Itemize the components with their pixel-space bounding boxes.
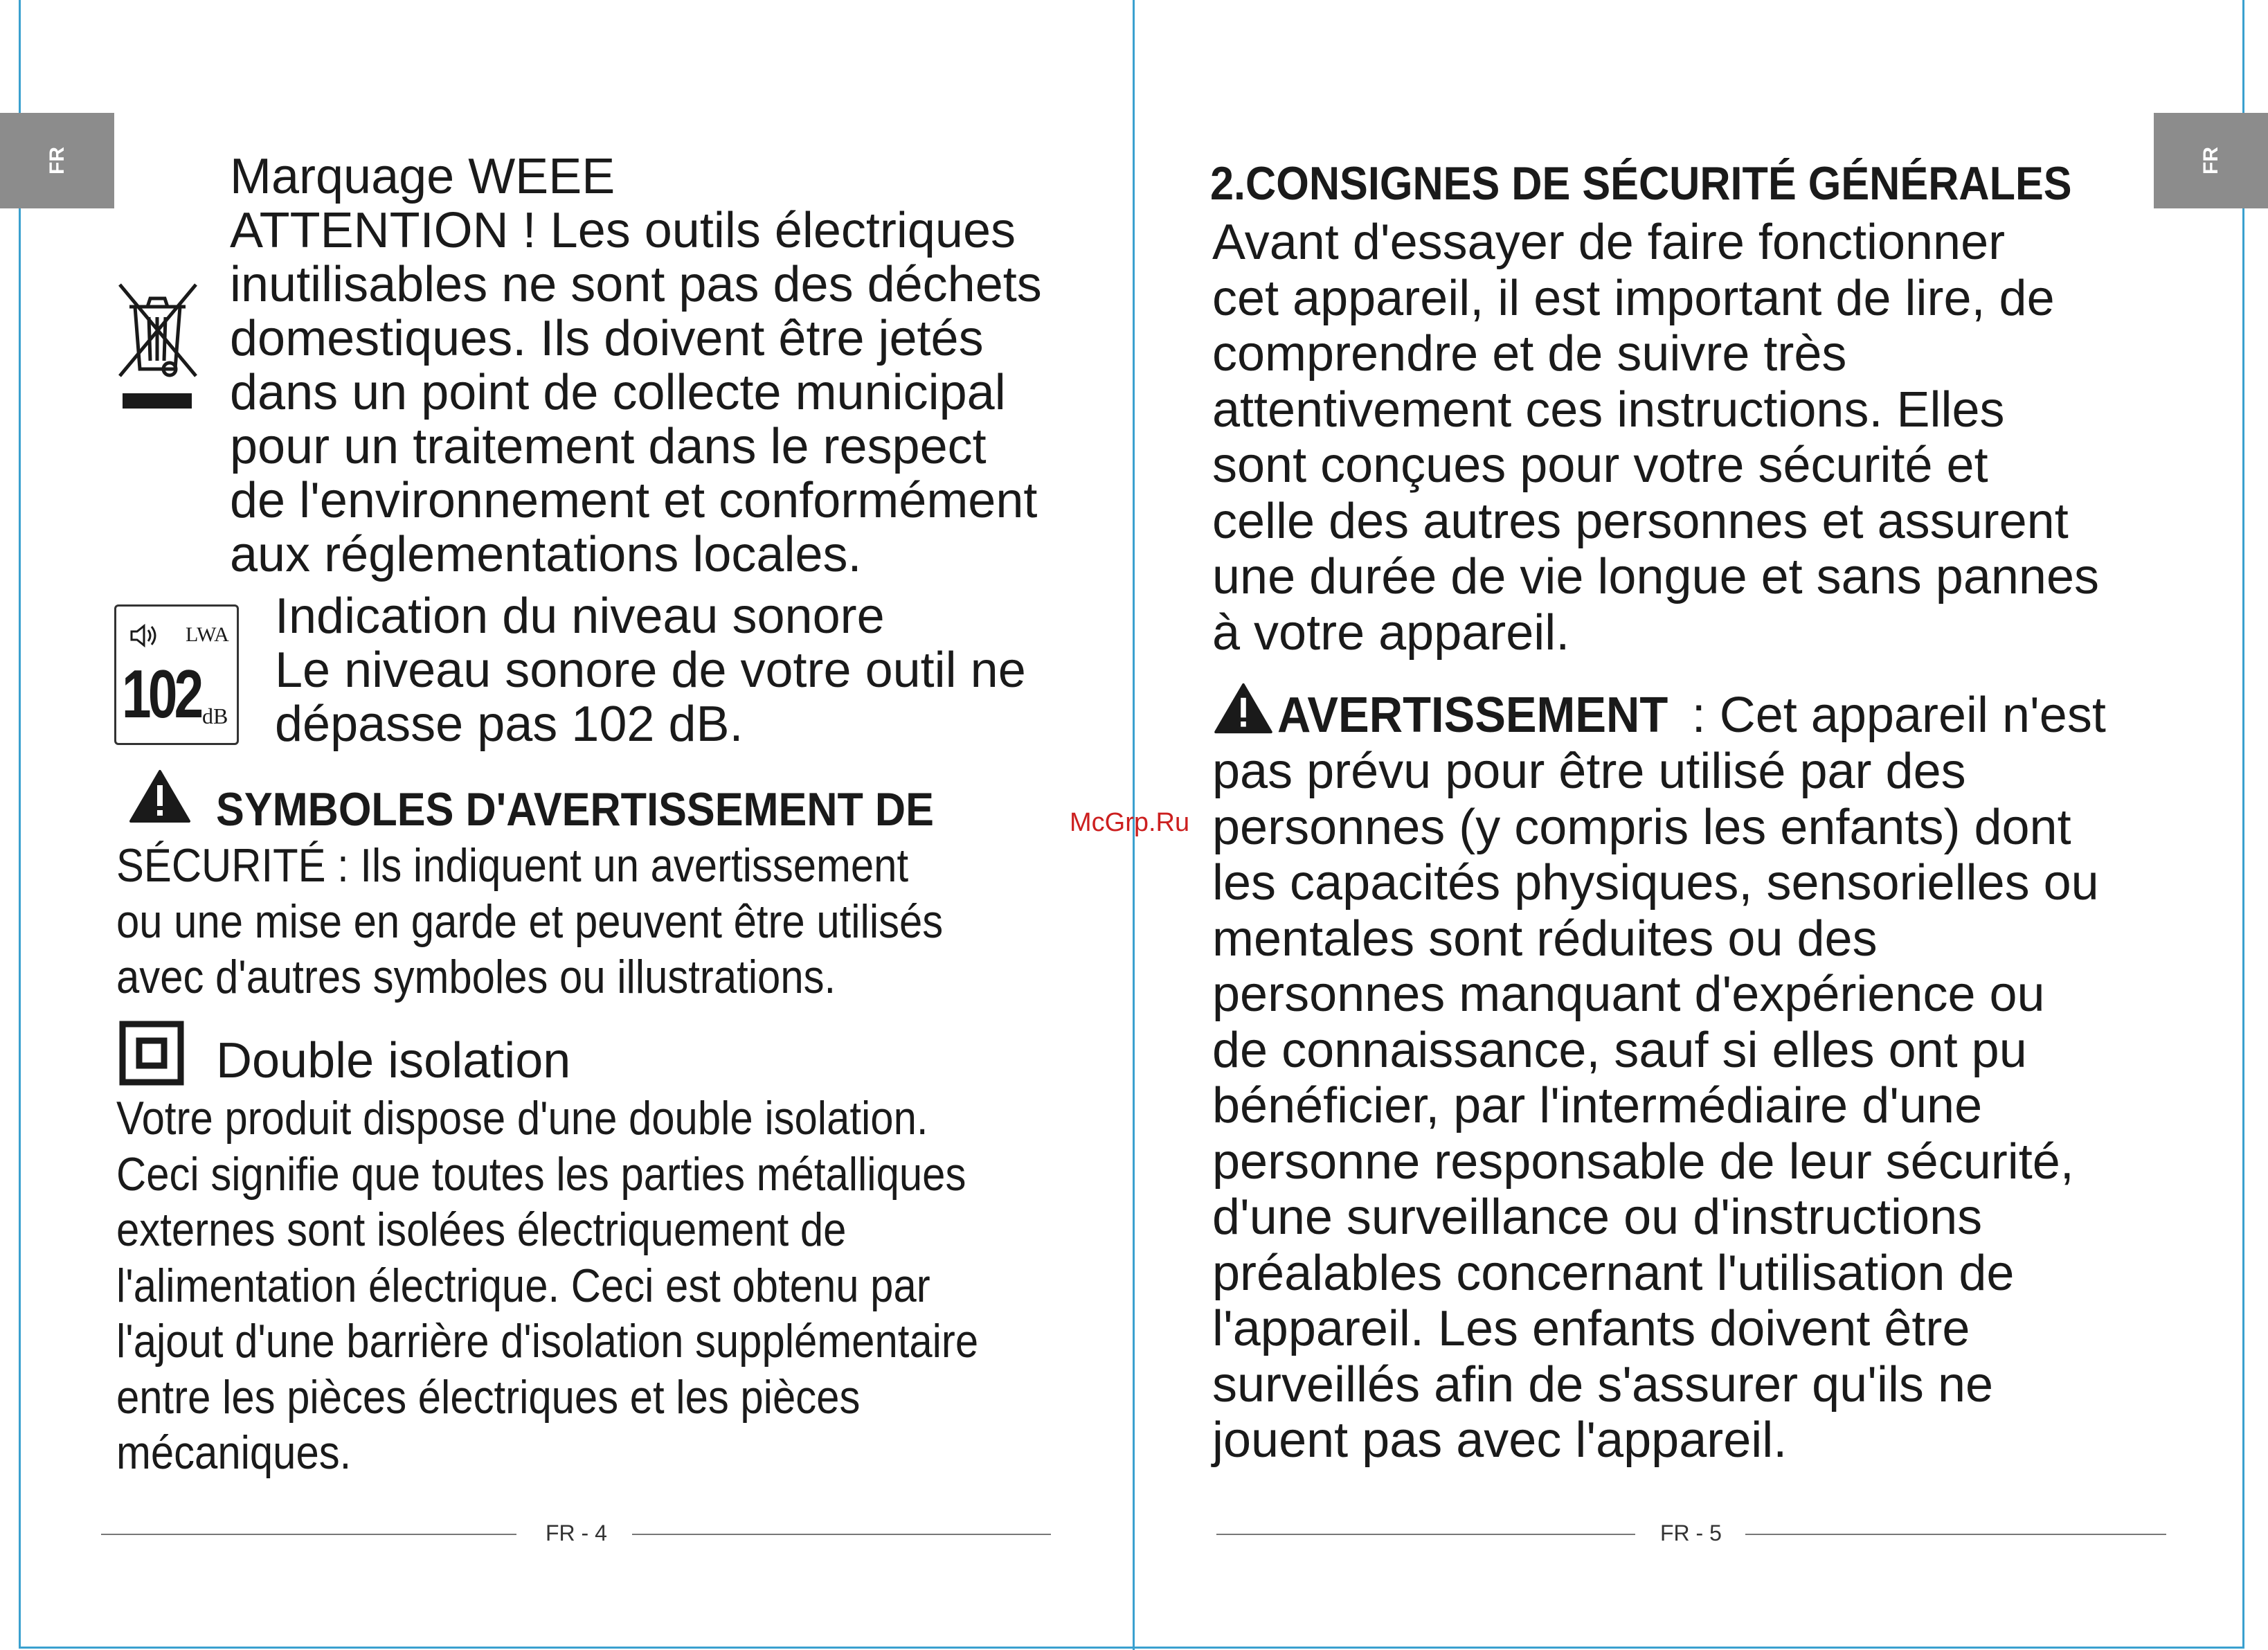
sound-level-badge bbox=[114, 604, 239, 745]
sound-level-text: Indication du niveau sonore Le niveau sonore de votre outil ne dépasse pas 102 dB. bbox=[275, 589, 1026, 752]
badge-value: 102 bbox=[122, 656, 201, 732]
language-tab-left bbox=[0, 113, 114, 208]
language-tab-label: FR bbox=[2199, 147, 2222, 174]
language-tab-label: FR bbox=[45, 147, 69, 174]
warning-triangle-icon bbox=[128, 769, 192, 824]
badge-label: LWA bbox=[186, 623, 229, 646]
warning-first-line: AVERTISSEMENT : Cet appareil n'est bbox=[1277, 688, 2106, 743]
intro-text: Avant d'essayer de faire fonctionner cet appareil, il est important de lire, de comprendre et de suivre très attentivement ces instructions. Elles sont conçues pour votre sécurité et celle des autres personnes et assurent une durée de vie longue et sans pannes à votre appareil. bbox=[1212, 215, 2099, 661]
footer-rule bbox=[632, 1534, 1051, 1535]
double-isolation-text: Votre produit dispose d'une double isolation. Ceci signifie que toutes les parties métalliques externes sont isolées électriquement de l'alimentation électrique. Ceci est obtenu par l'ajout d'une barrière d'isolation supplémentaire entre les pièces électriques et les pièces mécaniques. bbox=[116, 1092, 979, 1479]
page-number-left: FR - 4 bbox=[546, 1521, 607, 1545]
page-number-right: FR - 5 bbox=[1660, 1521, 1722, 1545]
footer-rule bbox=[1216, 1534, 1635, 1535]
warning-label: AVERTISSEMENT bbox=[1277, 688, 1668, 743]
weee-bin-icon bbox=[114, 279, 201, 414]
double-insulation-icon bbox=[119, 1021, 184, 1086]
watermark: McGrp.Ru bbox=[1070, 808, 1190, 837]
section-heading: 2.CONSIGNES DE SÉCURITÉ GÉNÉRALES bbox=[1210, 157, 2072, 210]
warning-text: pas prévu pour être utilisé par des personnes (y compris les enfants) dont les capacités physiques, sensorielles ou mentales sont réduites ou des personnes manquant d'expérience ou de connaissance, sauf si elles ont pu bénéficier, par l'intermédiaire d'une personne responsable de leur sécurité, d'une surveillance ou d'instructions préalables concernant l'utilisation de l'appareil. Les enfants doivent être surveillés afin de s'assurer qu'ils ne jouent pas avec l'appareil. bbox=[1212, 744, 2099, 1468]
symbols-heading: SYMBOLES D'AVERTISSEMENT DE bbox=[216, 783, 934, 836]
speaker-icon bbox=[129, 622, 163, 649]
symbols-text: SÉCURITÉ : Ils indiquent un avertissement ou une mise en garde et peuvent être utilisés avec d'autres symboles ou illustrations. bbox=[116, 839, 944, 1003]
warning-triangle-icon bbox=[1213, 682, 1274, 735]
double-isolation-title: Double isolation bbox=[216, 1033, 571, 1088]
footer-rule bbox=[1745, 1534, 2166, 1535]
badge-unit: dB bbox=[202, 703, 228, 728]
language-tab-right bbox=[2154, 113, 2268, 208]
footer-rule bbox=[101, 1534, 516, 1535]
weee-text: Marquage WEEE ATTENTION ! Les outils électriques inutilisables ne sont pas des déchets domestiques. Ils doivent être jetés dans un point de collecte municipal pour un traitement dans le respect de l'environnement et conformément aux réglementations locales. bbox=[230, 149, 1042, 582]
